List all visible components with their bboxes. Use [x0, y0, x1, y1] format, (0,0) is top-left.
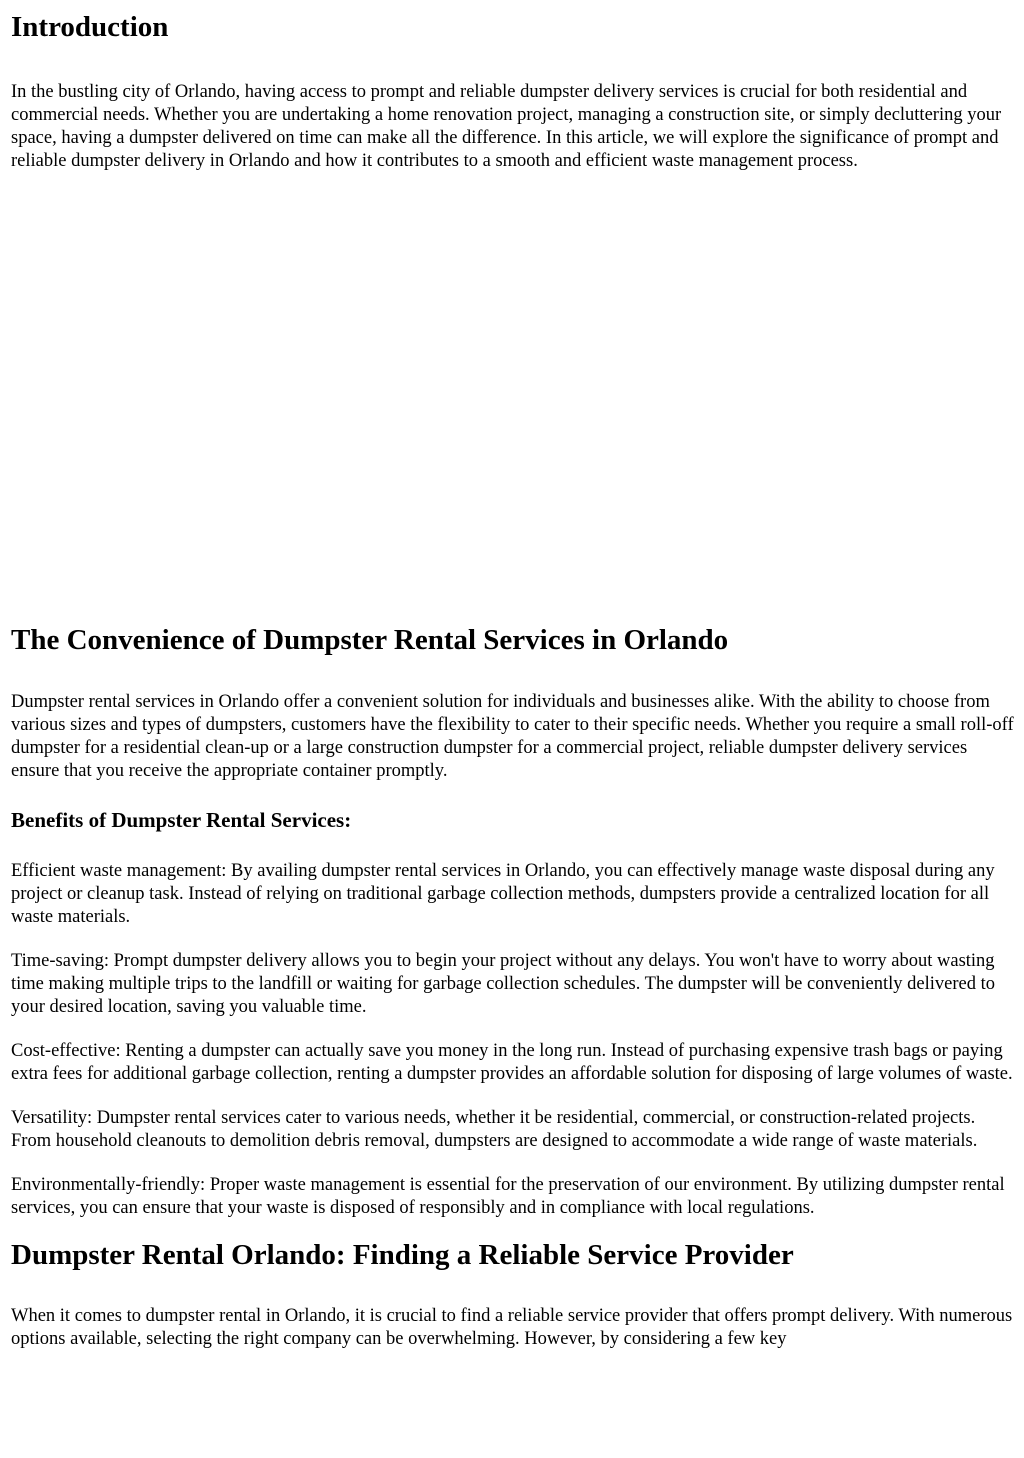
convenience-heading: The Convenience of Dumpster Rental Services in Orlando	[11, 624, 729, 656]
provider-paragraph: When it comes to dumpster rental in Orlando, it is crucial to find a reliable service provider that offers prompt delivery. With numerous options available, selecting the right company can be overwhelming. However, by considering a few key	[11, 1306, 1013, 1349]
intro-paragraph: In the bustling city of Orlando, having access to prompt and reliable dumpster delivery services is crucial for both residential and commercial needs. Whether you are undertaking a home renovation project, managing a construction site, or simply decluttering your space, having a dumpster delivered on time can make all the difference. In this article, we will explore the significance of prompt and reliable dumpster delivery in Orlando and how it contributes to a smooth and efficient waste management process.	[11, 82, 1002, 171]
article	[0, 10, 1024, 1351]
benefit-paragraph: Environmentally-friendly: Proper waste management is essential for the preservation of our environment. By utilizing dumpster rental services, you can ensure that your waste is disposed of responsibly and in compliance with local regulations.	[11, 1175, 1005, 1218]
benefits-heading: Benefits of Dumpster Rental Services:	[11, 808, 352, 832]
provider-heading: Dumpster Rental Orlando: Finding a Reliable Service Provider	[11, 1239, 794, 1271]
benefit-paragraph: Efficient waste management: By availing dumpster rental services in Orlando, you can effectively manage waste disposal during any project or cleanup task. Instead of relying on traditional garbage collection methods, dumpsters provide a centralized location for all waste materials.	[11, 861, 995, 927]
benefit-paragraph: Cost-effective: Renting a dumpster can actually save you money in the long run. Instead of purchasing expensive trash bags or paying extra fees for additional garbage collection, renting a dumpster provides an affordable solution for disposing of large volumes of waste.	[11, 1041, 1013, 1084]
benefit-paragraph: Time-saving: Prompt dumpster delivery allows you to begin your project without any delays. You won't have to worry about wasting time making multiple trips to the landfill or waiting for garbage collection schedules. The dumpster will be conveniently delivered to your desired location, saving you valuable time.	[11, 951, 996, 1017]
blank-image-area	[11, 173, 1016, 613]
intro-heading: Introduction	[11, 11, 169, 43]
benefit-paragraph: Versatility: Dumpster rental services cater to various needs, whether it be residential, commercial, or construction-related projects. From household cleanouts to demolition debris removal, dumpsters are designed to accommodate a wide range of waste materials.	[11, 1108, 978, 1151]
convenience-paragraph: Dumpster rental services in Orlando offer a convenient solution for individuals and businesses alike. With the ability to choose from various sizes and types of dumpsters, customers have the flexibility to cater to their specific needs. Whether you require a small roll-off dumpster for a residential clean-up or a large construction dumpster for a commercial project, reliable dumpster delivery services ensure that you receive the appropriate container promptly.	[11, 692, 1014, 781]
